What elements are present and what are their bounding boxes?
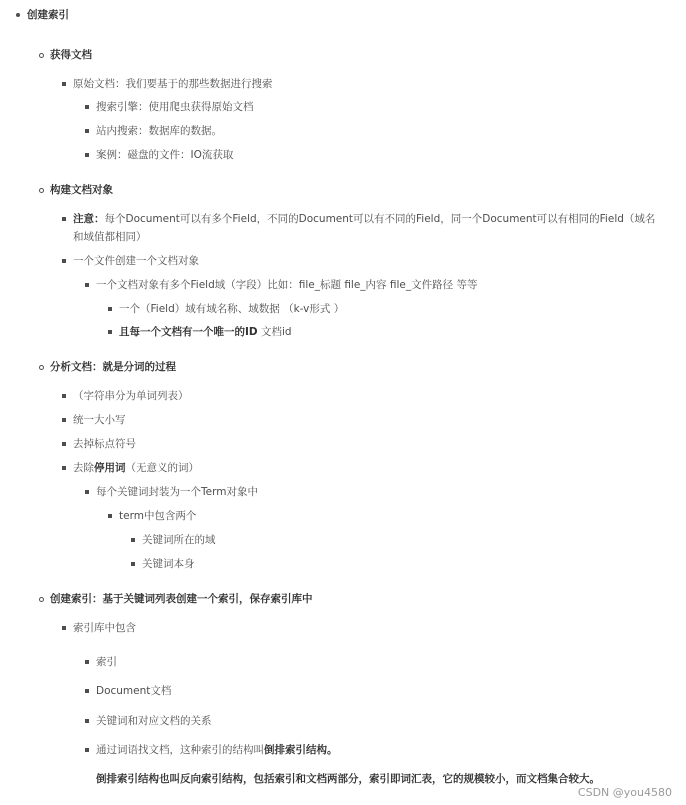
document-item: Document文档: [96, 685, 172, 697]
title: 创建索引: [27, 9, 69, 21]
lowercase-item: 统一大小写: [73, 414, 126, 426]
relation-item: 关键词和对应文档的关系: [96, 715, 212, 727]
unique-id-bold: 且每一个文档有一个唯一的ID: [119, 326, 258, 338]
stopwords-item: [73, 461, 199, 475]
analyze-heading: 分析文档：就是分词的过程: [50, 361, 176, 373]
stop-bold: 停用词: [94, 462, 126, 474]
create-index-heading: 创建索引：基于关键词列表创建一个索引，保存索引库中: [50, 593, 313, 605]
field-kv-item: 一个（Field）域有域名称、域数据 （k-v形式 ）: [119, 303, 345, 315]
term-field-item: 关键词所在的域: [142, 534, 216, 546]
build-docs-heading: 构建文档对象: [50, 184, 113, 196]
note-item: [73, 212, 655, 226]
note-text-line2: 和域值都相同）: [73, 231, 147, 243]
term-wrap-item: 每个关键词封装为一个Term对象中: [96, 486, 258, 498]
punct-item: 去掉标点符号: [73, 438, 136, 450]
via-item: [96, 743, 338, 757]
split-item: （字符串分为单词列表）: [73, 390, 189, 402]
search-engine-item: 搜索引擎：使用爬虫获得原始文档: [96, 101, 254, 113]
stop-suffix: （无意义的词）: [125, 462, 199, 474]
term-contains-item: term中包含两个: [119, 510, 197, 522]
watermark: CSDN @you4580: [577, 786, 672, 799]
stop-prefix: 去除: [73, 462, 94, 474]
note-label: 注意：: [73, 213, 105, 225]
via-prefix: 通过词语找文档，这种索引的结构叫: [96, 744, 264, 756]
unique-id-item: [119, 325, 292, 339]
term-self-item: 关键词本身: [142, 558, 195, 570]
lib-contains-item: 索引库中包含: [73, 622, 136, 634]
raw-docs-item: 原始文档：我们要基于的那些数据进行搜索: [73, 78, 273, 90]
unique-id-rest: 文档id: [257, 326, 292, 338]
get-docs-heading: 获得文档: [50, 49, 92, 61]
one-file-item: 一个文件创建一个文档对象: [73, 255, 199, 267]
example-item: 案例：磁盘的文件：IO流获取: [96, 149, 234, 161]
site-search-item: 站内搜索：数据库的数据。: [96, 125, 222, 137]
index-item: 索引: [96, 656, 117, 668]
inverted-desc: 倒排索引结构也叫反向索引结构，包括索引和文档两部分，索引即词汇表，它的规模较小，而文档集合较大。: [96, 773, 600, 785]
via-bold: 倒排索引结构。: [264, 744, 338, 756]
fields-item: 一个文档对象有多个Field域（字段）比如：file_标题 file_内容 file_文件路径 等等: [96, 279, 478, 291]
note-text-line1: 每个Document可以有多个Field，不同的Document可以有不同的Field，同一个Document可以有相同的Field（域名: [104, 213, 656, 225]
